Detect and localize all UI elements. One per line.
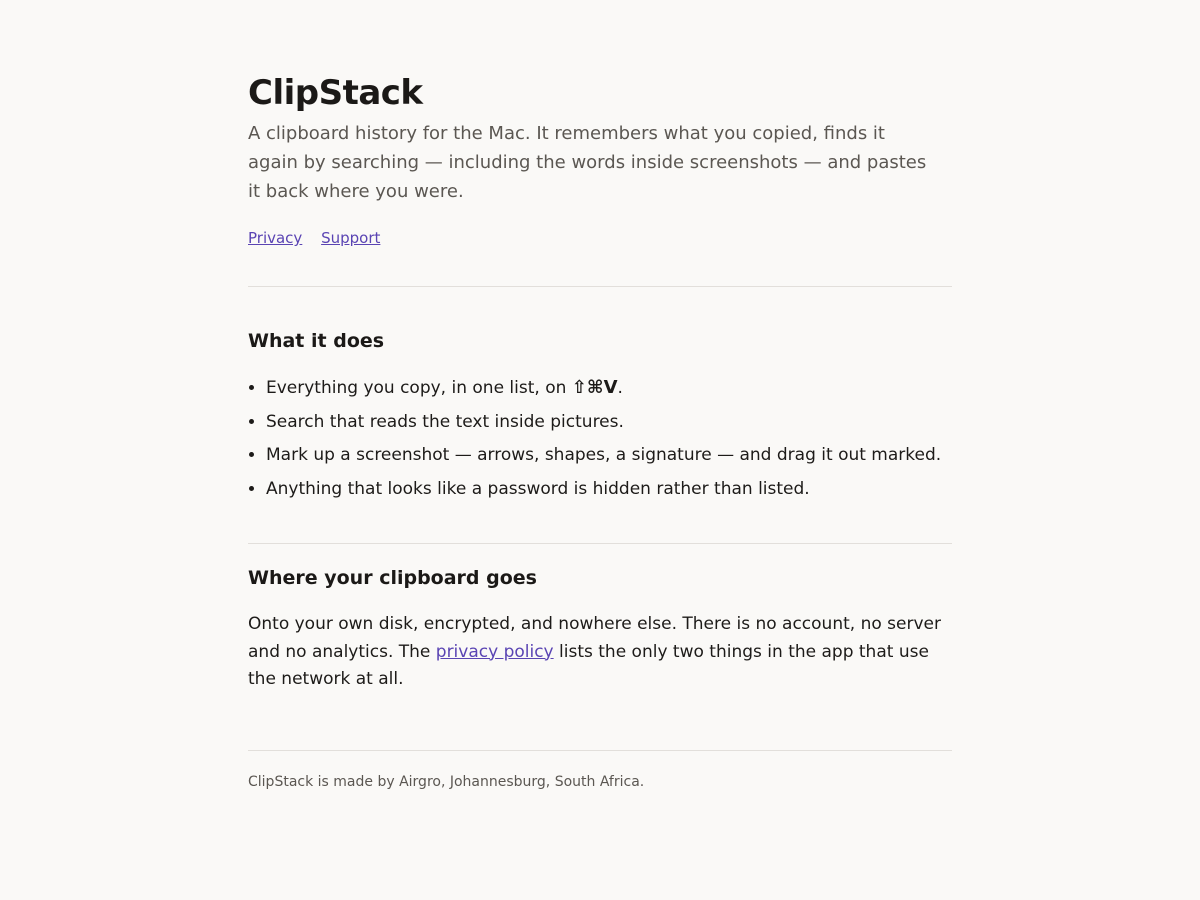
- feature-1-text: Everything you copy, in one list, on: [266, 378, 572, 398]
- feature-list: [248, 375, 941, 509]
- top-nav: [248, 228, 394, 248]
- section-heading-where-it-goes: Where your clipboard goes: [248, 567, 537, 589]
- divider-top: [248, 286, 952, 287]
- keyboard-shortcut: ⇧⌘V: [571, 377, 618, 398]
- where-it-goes-paragraph: [248, 611, 952, 694]
- privacy-link[interactable]: Privacy: [248, 229, 303, 247]
- list-item: [266, 442, 941, 468]
- section-heading-what-it-does: What it does: [248, 330, 385, 352]
- page-title: ClipStack: [248, 73, 423, 113]
- divider-middle: [248, 543, 952, 544]
- list-item: [266, 375, 941, 401]
- paragraph-text-after-link: lists the only two things in the app that use the network at all.: [248, 641, 929, 689]
- paragraph-text-before-link: Onto your own disk, encrypted, and nowhere else. There is no account, no server and no analytics. The: [248, 614, 941, 662]
- feature-2-text: Search that reads the text inside pictures.: [266, 411, 624, 432]
- footer-text: ClipStack is made by Airgro, Johannesburg, South Africa.: [248, 774, 645, 790]
- support-link[interactable]: Support: [321, 229, 381, 247]
- tagline: A clipboard history for the Mac. It remembers what you copied, finds it again by searching — including the words inside screenshots — and pastes it back where you were.: [248, 123, 927, 202]
- list-item: [266, 409, 941, 435]
- feature-3-text: Mark up a screenshot — arrows, shapes, a signature — and drag it out marked.: [266, 445, 942, 465]
- feature-4-text: Anything that looks like a password is hidden rather than listed.: [266, 478, 810, 499]
- divider-bottom: [248, 750, 952, 751]
- feature-1-suffix: .: [617, 378, 623, 398]
- list-item: [266, 476, 941, 502]
- privacy-policy-link[interactable]: privacy policy: [435, 641, 554, 662]
